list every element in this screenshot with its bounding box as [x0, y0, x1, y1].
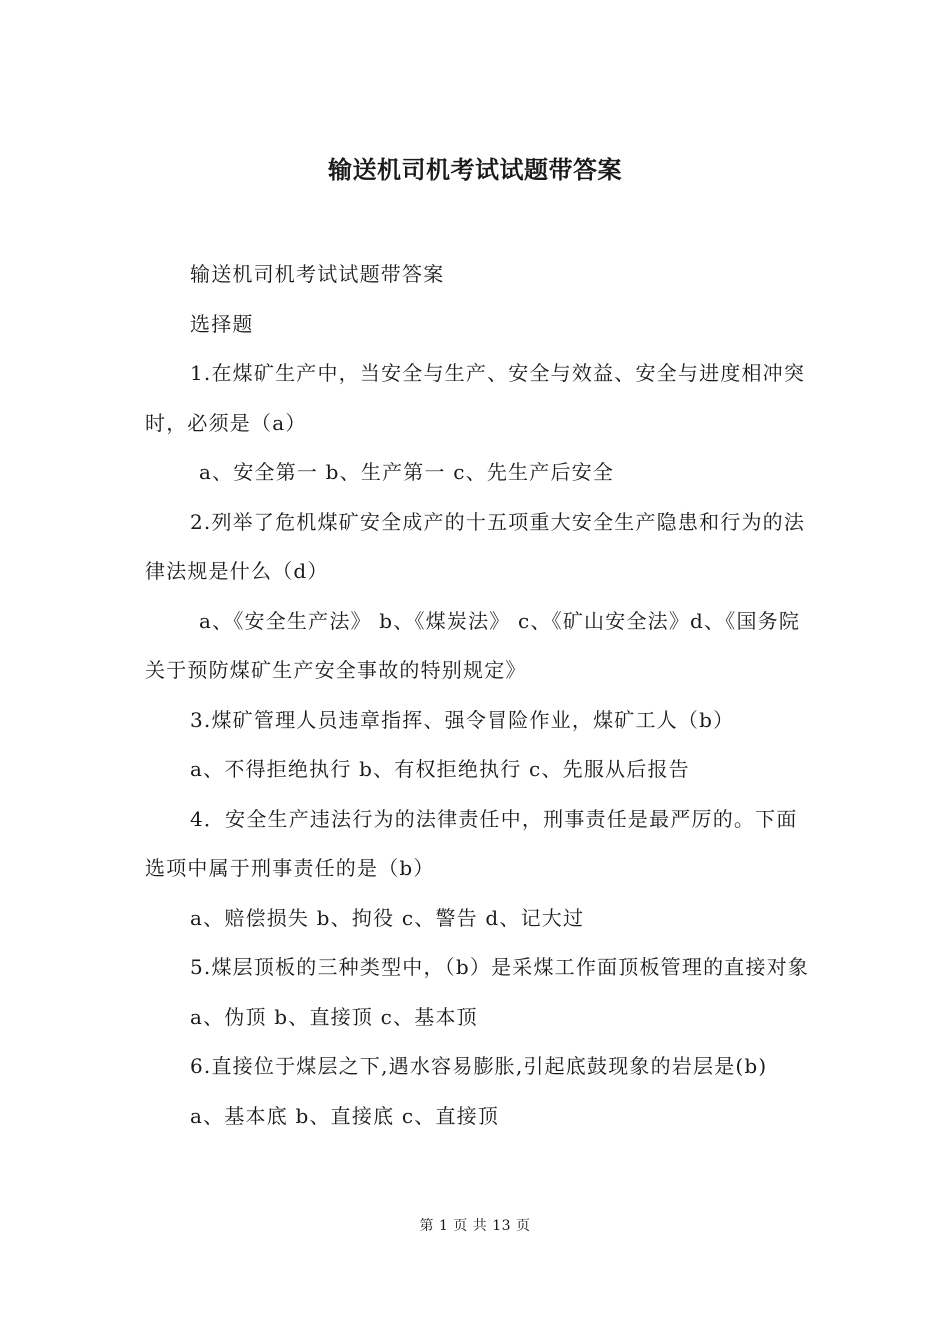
question-6: 6.直接位于煤层之下,遇水容易膨胀,引起底鼓现象的岩层是(b) [190, 1054, 768, 1078]
page-footer: 第 1 页 共 13 页 [419, 1218, 531, 1234]
question-3: 3.煤矿管理人员违章指挥、强令冒险作业，煤矿工人（b） [190, 707, 735, 732]
document-title: 输送机司机考试试题带答案 [328, 155, 622, 184]
paragraph-heading: 输送机司机考试试题带答案 [190, 262, 445, 286]
question-4-options: a、赔偿损失 b、拘役 c、警告 d、记大过 [190, 905, 585, 930]
question-2-options: a、《安全生产法》 b、《煤炭法》 c、《矿山安全法》d、《国务院关于预防煤矿生产安全事故的特别规定》 [145, 608, 801, 682]
question-5-options: a、伪顶 b、直接顶 c、基本顶 [190, 1004, 478, 1029]
section-label: 选择题 [190, 311, 254, 336]
question-1: 1.在煤矿生产中，当安全与生产、安全与效益、安全与进度相冲突时，必须是（a） [145, 361, 806, 435]
question-3-options: a、不得拒绝执行 b、有权拒绝执行 c、先服从后报告 [190, 757, 690, 781]
question-5: 5.煤层顶板的三种类型中，（b）是采煤工作面顶板管理的直接对象 [190, 955, 810, 979]
question-2: 2.列举了危机煤矿安全成产的十五项重大安全生产隐患和行为的法律法规是什么（d） [145, 509, 806, 583]
question-4: 4．安全生产违法行为的法律责任中，刑事责任是最严厉的。下面选项中属于刑事责任的是（b） [145, 806, 798, 880]
question-6-options: a、基本底 b、直接底 c、直接顶 [190, 1103, 500, 1128]
question-1-options: a、安全第一 b、生产第一 c、先生产后安全 [199, 460, 615, 484]
document-body [145, 250, 815, 1141]
